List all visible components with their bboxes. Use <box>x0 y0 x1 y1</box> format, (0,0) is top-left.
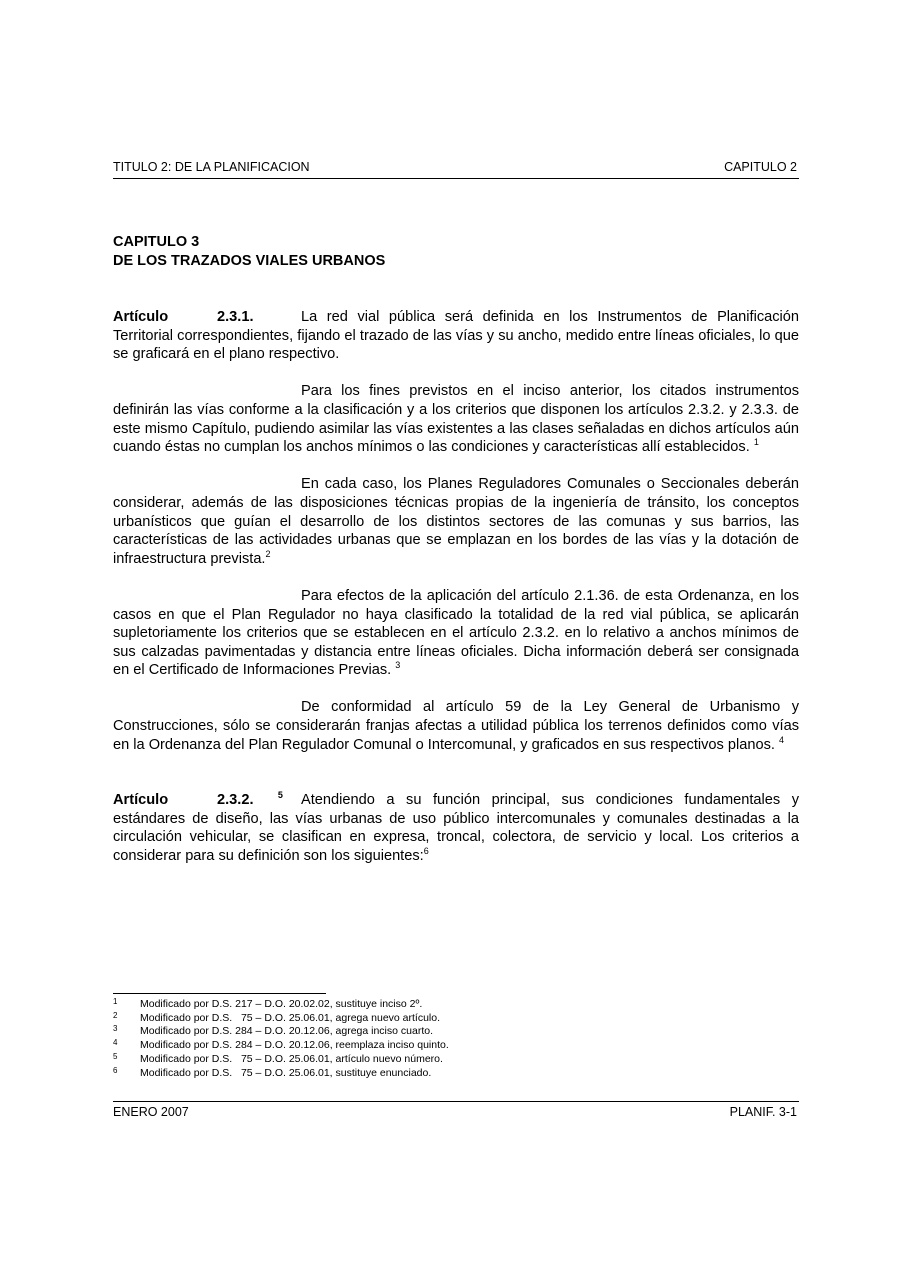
footnote-ref[interactable]: 3 <box>395 660 401 671</box>
footnote-separator <box>113 993 326 994</box>
article-number: 2.3.1. <box>217 309 254 325</box>
article-2-3-1-paragraph-3 <box>113 475 799 568</box>
footnote: 1 Modificado por D.S. 217 – D.O. 20.02.02, sustituye inciso 2º. <box>113 997 423 1010</box>
footer-date: ENERO 2007 <box>113 1105 189 1119</box>
footnote-ref[interactable]: 1 <box>753 437 759 448</box>
article-2-3-1-paragraph-5 <box>113 698 799 754</box>
paragraph-text: Para efectos de la aplicación del artículo 2.1.36. de esta Ordenanza, en los casos en que el Plan Regulador no haya clasificado la totalidad de la red vial pública, se aplicarán supletoriamente los criterios que se establecen en el artículo 2.3.2. en lo relativo a anchos mínimos de sus calzadas pavimentadas y distancia entre líneas oficiales. Dicha información deberá ser consignada en el Certificado de Informaciones Previas. <box>113 587 799 679</box>
page-number: PLANIF. 3-1 <box>729 1105 797 1119</box>
footnote: 5 Modificado por D.S. 75 – D.O. 25.06.01, artículo nuevo número. <box>113 1051 443 1065</box>
chapter-title: DE LOS TRAZADOS VIALES URBANOS <box>113 253 386 269</box>
paragraph-text: La red vial pública será definida en los Instrumentos de Planificación Territorial correspondientes, fijando el trazado de las vías y su ancho, medido entre líneas oficiales, lo que se graficará en el plano respectivo. <box>113 309 799 363</box>
page-header <box>113 160 799 179</box>
header-title: TITULO 2: DE LA PLANIFICACION <box>113 160 310 174</box>
footnotes <box>113 998 449 1080</box>
footnote-ref[interactable]: 2 <box>265 548 271 559</box>
article-number: 2.3.2. $^5$ <box>217 790 283 809</box>
article-2-3-1-paragraph-1 <box>113 308 799 364</box>
page-footer <box>113 1101 799 1120</box>
paragraph-text: En cada caso, los Planes Reguladores Comunales o Seccionales deberán considerar, además de las disposiciones técnicas propias de la ingeniería de tránsito, los conceptos urbanísticos que guían el desarrollo de los distintos sectores de las comunas y sus barrios, las características de las actividades urbanas que se emplazan en los bordes de las vías y la dotación de infraestructura prevista. <box>113 476 799 567</box>
footnote: 2 Modificado por D.S. 75 – D.O. 25.06.01, agrega nuevo artículo. <box>113 1010 441 1024</box>
footnote-ref[interactable]: 5 <box>277 790 283 801</box>
footnote-ref[interactable]: 6 <box>423 846 429 857</box>
chapter-heading <box>113 233 385 271</box>
footnote: 4 Modificado por D.S. 284 – D.O. 20.12.06, reemplaza inciso quinto. <box>113 1038 449 1052</box>
document-body <box>113 308 799 866</box>
footnote: 6 Modificado por D.S. 75 – D.O. 25.06.01, sustituye enunciado. <box>113 1065 432 1079</box>
chapter-number: CAPITULO 3 <box>113 234 200 250</box>
article-2-3-2-paragraph-1 <box>113 791 799 865</box>
footnote-ref[interactable]: 4 <box>779 734 785 745</box>
article-label: Artículo <box>113 309 169 325</box>
header-chapter: CAPITULO 2 <box>724 160 797 174</box>
article-label: Artículo <box>113 792 169 809</box>
paragraph-text: Atendiendo a su función principal, sus condiciones fundamentales y estándares de diseño, las vías urbanas de uso público intercomunales y comunales destinadas a la circulación vehicular, se clasifican en expresa, troncal, colectora, de servicio y local. Los criterios a considerar para su definición son los siguientes: <box>113 792 799 865</box>
footnote: 3 Modificado por D.S. 284 – D.O. 20.12.06, agrega inciso cuarto. <box>113 1024 434 1038</box>
article-2-3-1-paragraph-2 <box>113 382 799 456</box>
article-2-3-1-paragraph-4 <box>113 587 799 680</box>
paragraph-text: Para los fines previstos en el inciso anterior, los citados instrumentos definirán las vías conforme a la clasificación y a los criterios que disponen los artículos 2.3.2. y 2.3.3. de este mismo Capítulo, pudiendo asimilar las vías existentes a las clases señaladas en dichos artículos aún cuando éstas no cumplan los anchos mínimos o las condiciones y características allí establecidos. <box>113 383 799 456</box>
paragraph-text: De conformidad al artículo 59 de la Ley General de Urbanismo y Construcciones, sólo se considerarán franjas afectas a utilidad pública los terrenos definidos como vías en la Ordenanza del Plan Regulador Comunal o Intercomunal, y graficados en sus respectivos planos. <box>113 699 799 753</box>
